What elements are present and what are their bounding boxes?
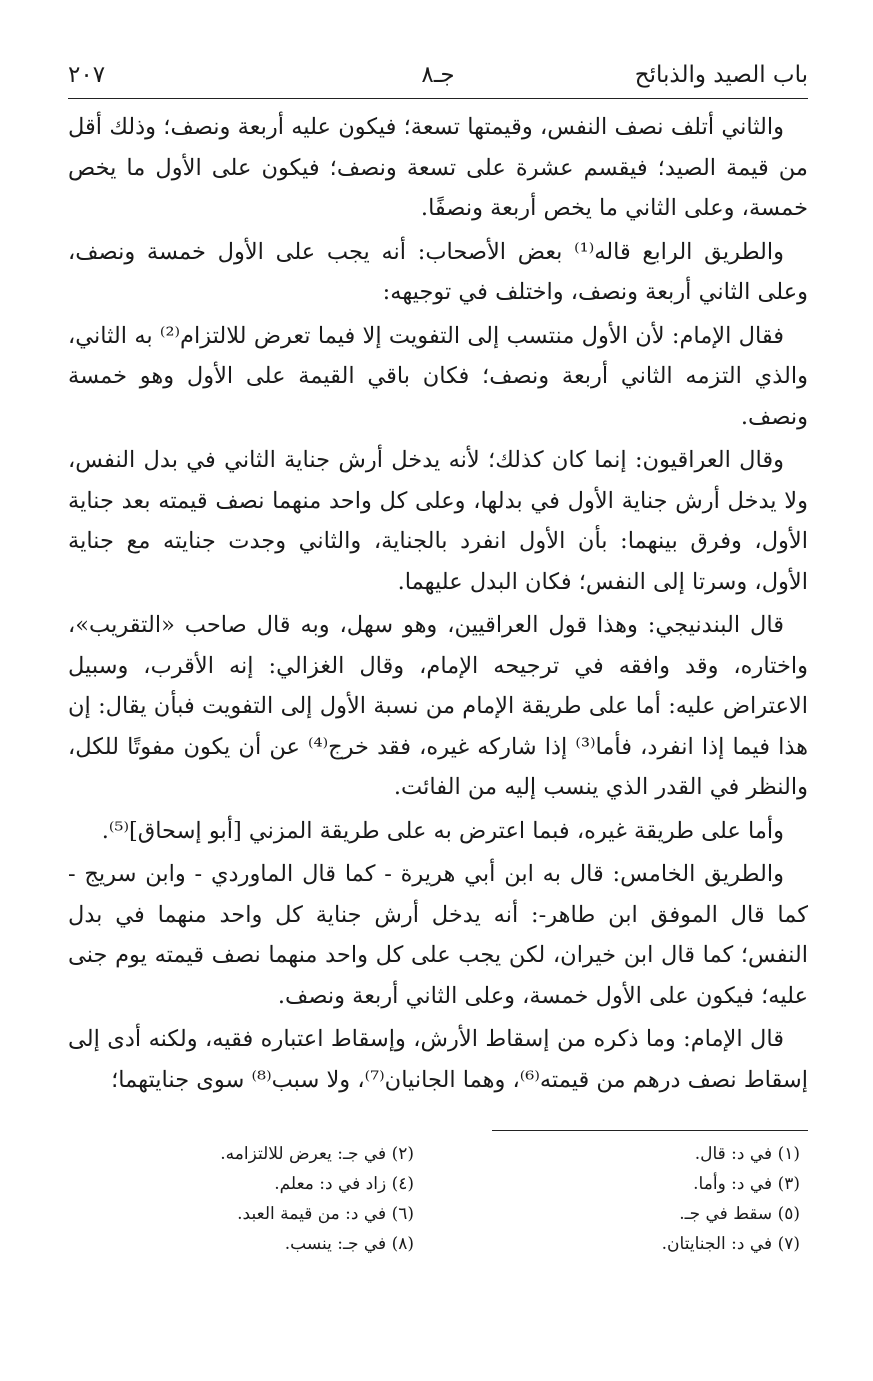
header-divider [68, 98, 808, 99]
footnote-divider [492, 1130, 808, 1131]
running-header [68, 56, 808, 94]
chapter-label: جـ٨ [421, 62, 455, 88]
footnote: (٣) في د: وأما. [693, 1174, 800, 1194]
footnotes [68, 1139, 808, 1259]
footnote: (٢) في جـ: يعرض للالتزامه. [220, 1144, 414, 1164]
paragraph: قال البندنيجي: وهذا قول العراقيين، وهو سهل، وبه قال صاحب «التقريب»، واختاره، وقد وافقه في ترجيحه الإمام، وقال الغزالي: إنه الأقرب، وسبيل الاعتراض عليه: أما على طريقة الإمام من نسبة الأول إلى التفويت فبأن يقال: إن هذا فيما إذا انفرد، فأما⁽³⁾ إذا شاركه غيره، فقد خرج⁽⁴⁾ عن أن يكون مفوتًا للكل، والنظر في القدر الذي ينسب إليه من الفائت. [68, 612, 809, 800]
footnote: (٤) زاد في د: معلم. [274, 1174, 414, 1194]
paragraph: والطريق الخامس: قال به ابن أبي هريرة - كما قال الماوردي - وابن سريج - كما قال الموفق ابن طاهر-: أنه يدخل أرش جناية كل واحد منهما في بدل النفس؛ كما قال ابن خيران، لكن يجب على كل واحد منهما نصف قيمته يوم جنى عليه؛ فيكون على الأول خمسة، وعلى الثاني أربعة ونصف. [68, 861, 808, 1009]
footnote: (٦) في د: من قيمة العبد. [237, 1204, 414, 1224]
main-text [68, 107, 808, 1100]
footnote: (١) في د: قال. [694, 1144, 800, 1164]
footnote: (٧) في د: الجنايتان. [661, 1234, 800, 1254]
section-title: باب الصيد والذبائح [634, 62, 808, 88]
paragraph: والثاني أتلف نصف النفس، وقيمتها تسعة؛ فيكون عليه أربعة ونصف؛ وذلك أقل من قيمة الصيد؛ فيقسم عشرة على تسعة ونصف؛ فيكون على الأول ما يخص خمسة، وعلى الثاني ما يخص أربعة ونصفًا. [68, 114, 808, 221]
document-page [68, 56, 808, 1259]
paragraph: قال الإمام: وما ذكره من إسقاط الأرش، وإسقاط اعتباره فقيه، ولكنه أدى إلى إسقاط نصف درهم من قيمته⁽⁶⁾، وهما الجانيان⁽⁷⁾، ولا سبب⁽⁸⁾ سوى جنايتهما؛ [68, 1026, 808, 1093]
paragraph: وقال العراقيون: إنما كان كذلك؛ لأنه يدخل أرش جناية الثاني في بدل النفس، ولا يدخل أرش جناية الأول في بدلها، وعلى كل واحد منهما نصف قيمته بعد جناية الأول، وفرق بينهما: بأن الأول انفرد بالجناية، والثاني وجدت جنايته مع جناية الأول، وسرتا إلى النفس؛ فكان البدل عليهما. [68, 447, 808, 595]
paragraph: والطريق الرابع قاله⁽¹⁾ بعض الأصحاب: أنه يجب على الأول خمسة ونصف، وعلى الثاني أربعة ونصف، واختلف في توجيهه: [68, 238, 808, 305]
page-number: ٢٠٧ [68, 62, 106, 88]
paragraph: فقال الإمام: لأن الأول منتسب إلى التفويت إلا فيما تعرض للالتزام⁽²⁾ به الثاني، والذي التزمه الثاني أربعة ونصف؛ فكان باقي القيمة على الأول وهو خمسة ونصف. [68, 322, 808, 430]
paragraph: وأما على طريقة غيره، فبما اعترض به على طريقة المزني [أبو إسحاق]⁽⁵⁾. [101, 817, 784, 844]
footnote: (٥) سقط في جـ. [679, 1204, 800, 1224]
footnote: (٨) في جـ: ينسب. [284, 1234, 414, 1254]
